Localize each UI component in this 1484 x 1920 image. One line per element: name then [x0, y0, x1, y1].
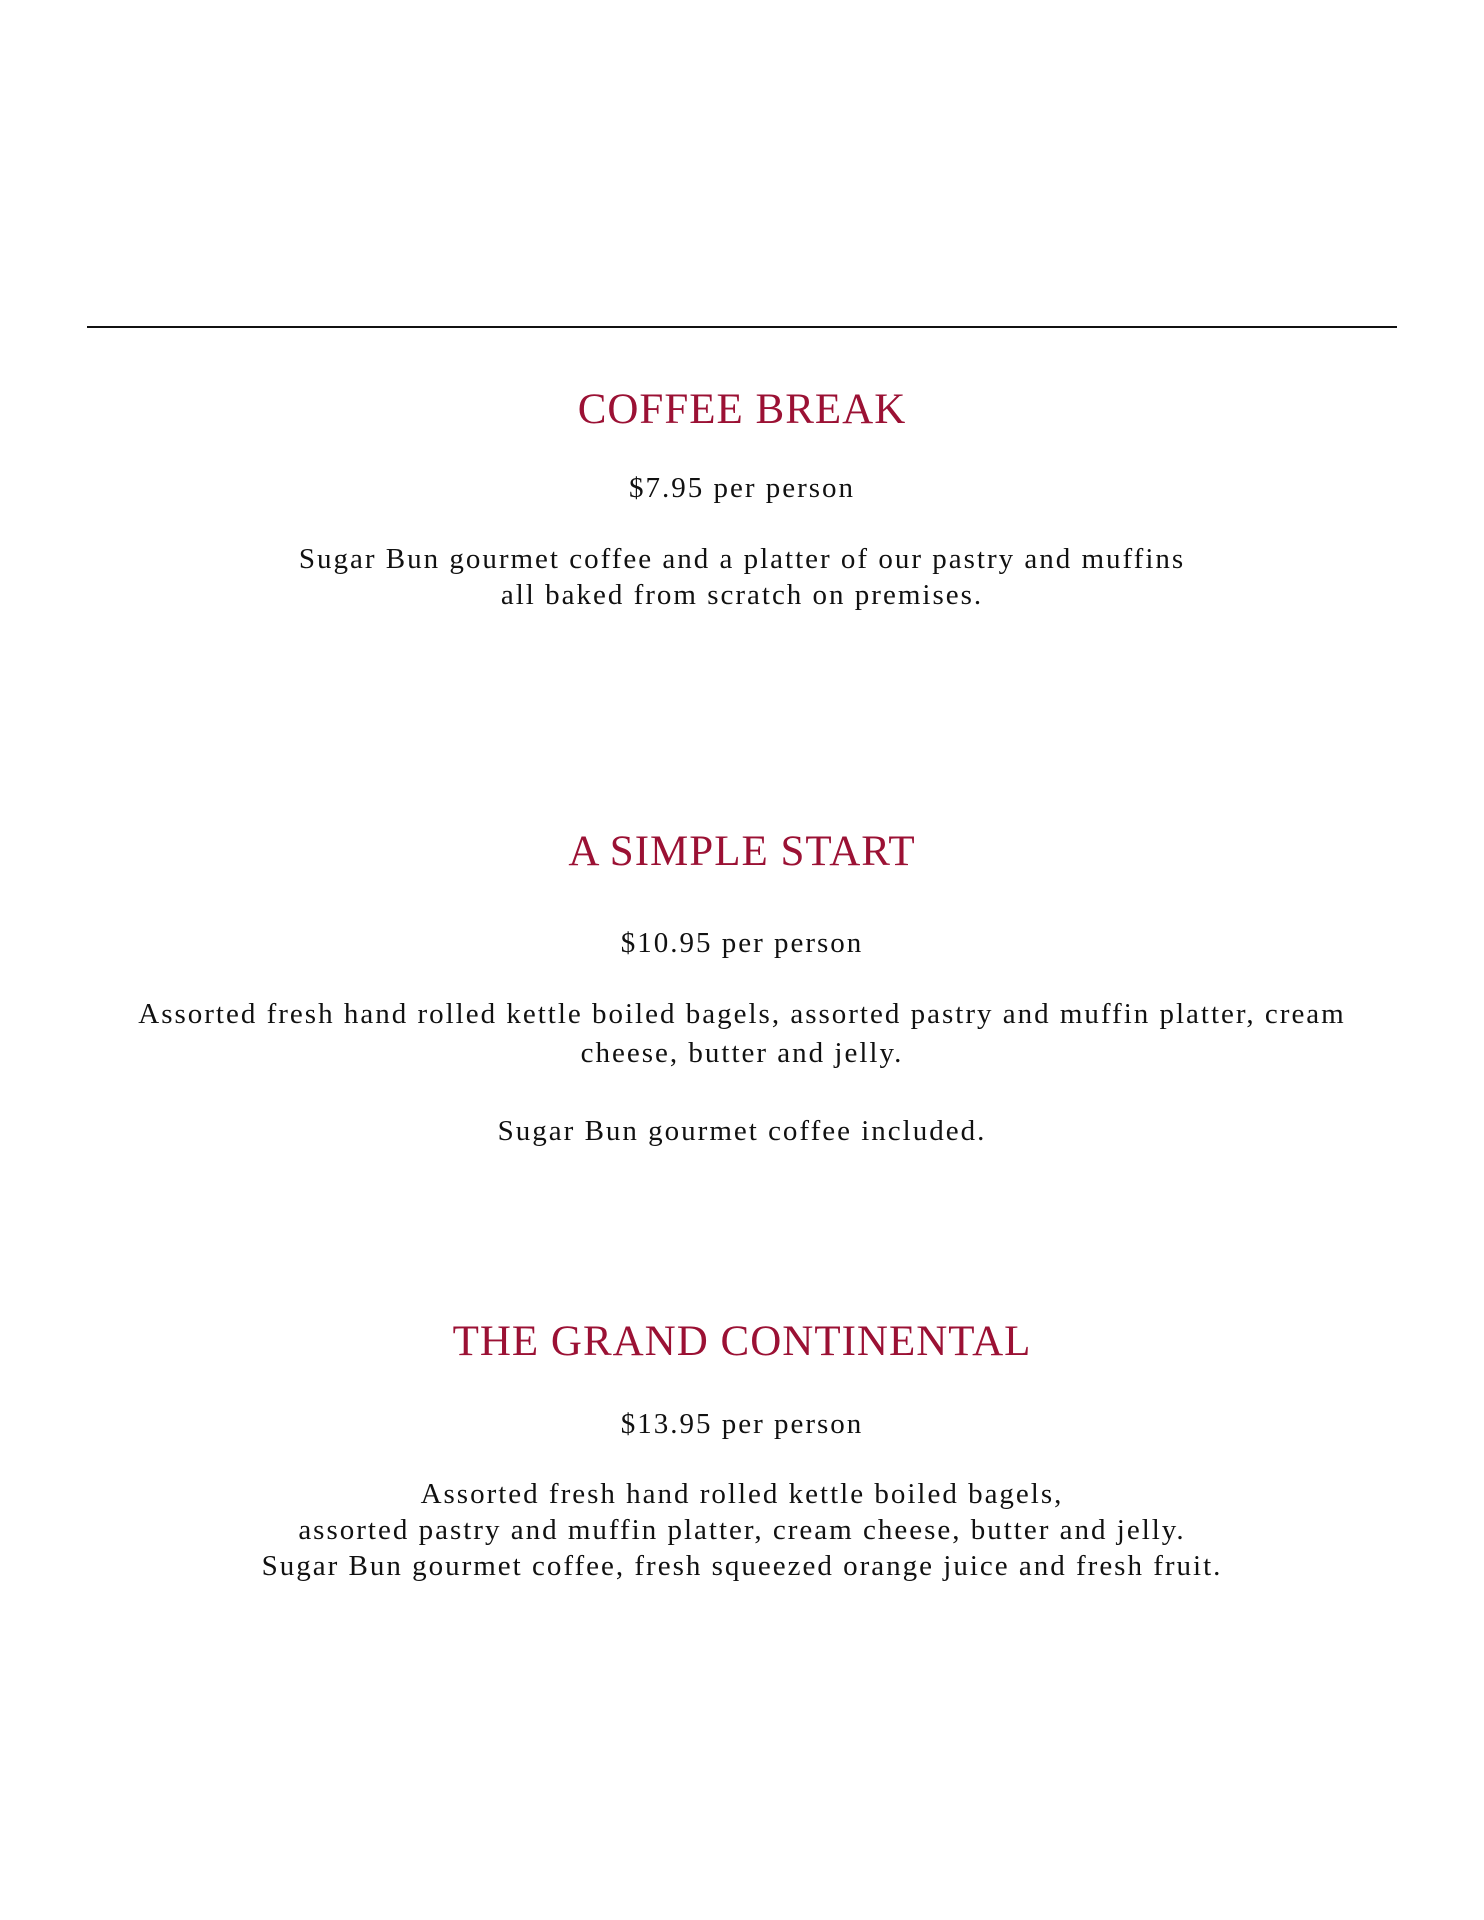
section-description-grand-continental	[0, 1476, 1484, 1584]
section-price-coffee-break: $7.95 per person	[628, 472, 856, 504]
section-title-grand-continental: THE GRAND CONTINENTAL	[452, 1318, 1032, 1365]
header-divider	[87, 326, 1397, 328]
section-price-simple-start: $10.95 per person	[620, 927, 864, 959]
section-description-coffee-break	[0, 541, 1484, 613]
section-price-grand-continental: $13.95 per person	[620, 1408, 864, 1440]
section-note-simple-start: Sugar Bun gourmet coffee included.	[497, 1115, 987, 1147]
description-line: Assorted fresh hand rolled kettle boiled bagels, assorted pastry and muffin platter, cream	[138, 998, 1346, 1030]
description-line: Sugar Bun gourmet coffee and a platter of our pastry and muffins	[298, 543, 1186, 575]
section-title-coffee-break: COFFEE BREAK	[577, 386, 907, 433]
section-title-simple-start: A SIMPLE START	[568, 828, 916, 875]
description-line: Sugar Bun gourmet coffee, fresh squeezed orange juice and fresh fruit.	[261, 1550, 1223, 1582]
description-line: assorted pastry and muffin platter, cream cheese, butter and jelly.	[298, 1514, 1186, 1546]
description-line: cheese, butter and jelly.	[580, 1037, 904, 1069]
section-description-simple-start	[0, 995, 1484, 1073]
description-line: all baked from scratch on premises.	[500, 579, 984, 611]
description-line: Assorted fresh hand rolled kettle boiled bagels,	[420, 1478, 1064, 1510]
